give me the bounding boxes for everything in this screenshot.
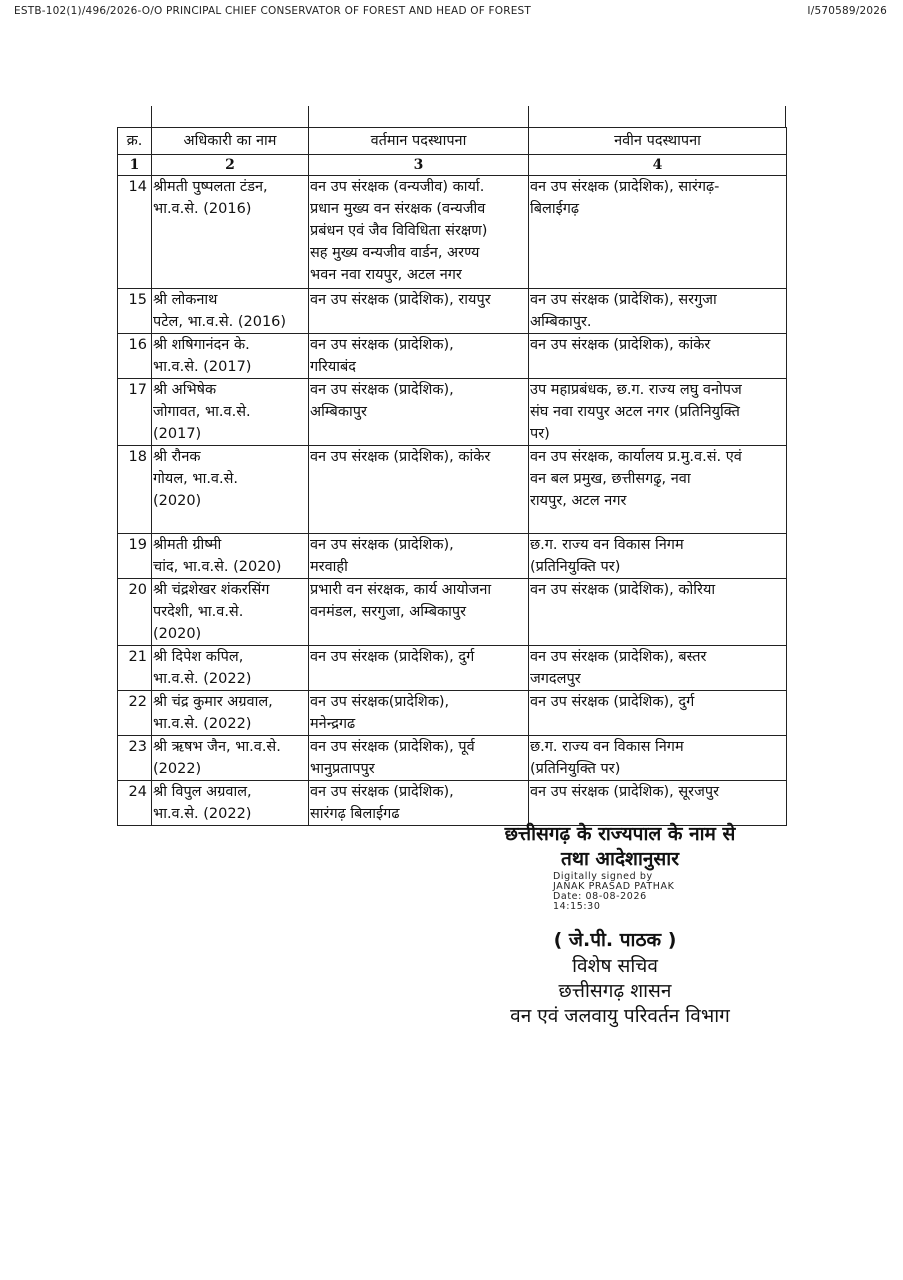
cell-text-line: वन उप संरक्षक (वन्यजीव) कार्या. bbox=[310, 179, 485, 195]
column-number-row bbox=[118, 155, 787, 176]
current-posting-cell bbox=[309, 646, 529, 691]
cell-text-line: भा.व.से. (2016) bbox=[153, 201, 252, 217]
cell-text-line: बिलाईगढ़ bbox=[530, 201, 580, 217]
table-row bbox=[118, 334, 787, 379]
serial-number-cell: 17 bbox=[118, 379, 152, 446]
signatory-designation: विशेष सचिव bbox=[572, 955, 658, 977]
cell-text-line: श्री चंद्रशेखर शंकरसिंग bbox=[153, 582, 270, 598]
cell-text-line: चांद, भा.व.से. (2020) bbox=[153, 559, 282, 575]
digital-signature-block bbox=[553, 872, 674, 912]
cell-text-line: वन उप संरक्षक (प्रादेशिक), पूर्व bbox=[310, 739, 475, 755]
cell-text-line: श्री रौनक bbox=[153, 449, 201, 465]
cell-text-line: श्री चंद्र कुमार अग्रवाल, bbox=[153, 694, 273, 710]
cell-text-line: रायपुर, अटल नगर bbox=[530, 493, 627, 509]
cell-text-line: छ.ग. राज्य वन विकास निगम bbox=[530, 739, 684, 755]
cell-text-line: भवन नवा रायपुर, अटल नगर bbox=[310, 267, 462, 283]
serial-number-cell: 20 bbox=[118, 579, 152, 646]
new-posting-cell bbox=[529, 334, 787, 379]
cell-text-line: वन उप संरक्षक (प्रादेशिक), सारंगढ़- bbox=[530, 179, 720, 195]
cell-text-line: श्री अभिषेक bbox=[153, 382, 217, 398]
table-row bbox=[118, 289, 787, 334]
column-number: 4 bbox=[529, 155, 787, 176]
table-row bbox=[118, 176, 787, 289]
current-posting-cell bbox=[309, 736, 529, 781]
cell-text-line: गरियाबंद bbox=[310, 359, 356, 375]
cell-text-line: (प्रतिनियुक्ति पर) bbox=[530, 761, 621, 777]
new-posting-cell bbox=[529, 289, 787, 334]
table-row bbox=[118, 691, 787, 736]
officer-name-cell bbox=[152, 646, 309, 691]
cell-text-line: श्री विपुल अग्रवाल, bbox=[153, 784, 252, 800]
cell-text-line: श्री शषिगानंदन के. bbox=[153, 337, 250, 353]
cell-text-line: (2017) bbox=[153, 426, 202, 442]
cell-text-line: वन उप संरक्षक, कार्यालय प्र.मु.व.सं. एवं bbox=[530, 449, 742, 465]
table-top-stub bbox=[528, 106, 529, 128]
transfer-posting-table bbox=[117, 127, 787, 826]
cell-text-line: पर) bbox=[530, 426, 550, 442]
cell-text-line: जगदलपुर bbox=[530, 671, 581, 687]
cell-text-line: वन उप संरक्षक (प्रादेशिक), bbox=[310, 784, 454, 800]
new-posting-cell bbox=[529, 534, 787, 579]
cell-text-line: वन उप संरक्षक (प्रादेशिक), कांकेर bbox=[310, 449, 491, 465]
cell-text-line: अम्बिकापुर. bbox=[530, 314, 592, 330]
officer-name-cell bbox=[152, 176, 309, 289]
cell-text-line: प्रभारी वन संरक्षक, कार्य आयोजना bbox=[310, 582, 492, 598]
officer-name-cell bbox=[152, 736, 309, 781]
document-reference-header: ESTB-102(1)/496/2026-O/O PRINCIPAL CHIEF CONSERVATOR OF FOREST AND HEAD OF FOREST bbox=[14, 5, 532, 17]
serial-number-cell: 23 bbox=[118, 736, 152, 781]
serial-number-cell: 22 bbox=[118, 691, 152, 736]
cell-text-line: श्री ऋषभ जैन, भा.व.से. bbox=[153, 739, 281, 755]
officer-name-cell bbox=[152, 289, 309, 334]
current-posting-cell bbox=[309, 534, 529, 579]
cell-text-line: मनेन्द्रगढ bbox=[310, 716, 356, 732]
new-posting-cell bbox=[529, 176, 787, 289]
table-row bbox=[118, 379, 787, 446]
serial-number-cell: 21 bbox=[118, 646, 152, 691]
table-row bbox=[118, 446, 787, 534]
cell-text-line: वन उप संरक्षक (प्रादेशिक), bbox=[310, 537, 454, 553]
serial-number-cell: 19 bbox=[118, 534, 152, 579]
cell-text-line: वन उप संरक्षक (प्रादेशिक), दुर्ग bbox=[310, 649, 475, 665]
column-header-serial: क्र. bbox=[118, 128, 152, 155]
cell-text-line: परदेशी, भा.व.से. bbox=[153, 604, 244, 620]
current-posting-cell bbox=[309, 579, 529, 646]
table-body bbox=[118, 176, 787, 826]
table-top-stub bbox=[151, 106, 152, 128]
officer-name-cell bbox=[152, 579, 309, 646]
officer-name-cell bbox=[152, 781, 309, 826]
cell-text-line: अम्बिकापुर bbox=[310, 404, 367, 420]
table-row bbox=[118, 534, 787, 579]
column-header-new-posting: नवीन पदस्थापना bbox=[529, 128, 787, 155]
cell-text-line: वन उप संरक्षक (प्रादेशिक), रायपुर bbox=[310, 292, 491, 308]
current-posting-cell bbox=[309, 446, 529, 534]
cell-text-line: (2020) bbox=[153, 493, 202, 509]
column-number: 1 bbox=[118, 155, 152, 176]
table-row bbox=[118, 736, 787, 781]
cell-text-line: भा.व.से. (2017) bbox=[153, 359, 252, 375]
cell-text-line: मरवाही bbox=[310, 559, 348, 575]
current-posting-cell bbox=[309, 691, 529, 736]
cell-text-line: वन उप संरक्षक (प्रादेशिक), बस्तर bbox=[530, 649, 707, 665]
cell-text-line: श्रीमती पुष्पलता टंडन, bbox=[153, 179, 268, 195]
current-posting-cell bbox=[309, 781, 529, 826]
cell-text-line: भा.व.से. (2022) bbox=[153, 671, 252, 687]
serial-number-cell: 16 bbox=[118, 334, 152, 379]
cell-text-line: उप महाप्रबंधक, छ.ग. राज्य लघु वनोपज bbox=[530, 382, 742, 398]
digital-signature-date: Date: 08-08-2026 bbox=[553, 891, 647, 902]
serial-number-cell: 15 bbox=[118, 289, 152, 334]
officer-name-cell bbox=[152, 446, 309, 534]
cell-text-line: (2020) bbox=[153, 626, 202, 642]
cell-text-line: (प्रतिनियुक्ति पर) bbox=[530, 559, 621, 575]
authority-line: छत्तीसगढ़ के राज्यपाल के नाम से bbox=[504, 823, 736, 845]
cell-text-line: वन उप संरक्षक (प्रादेशिक), bbox=[310, 382, 454, 398]
signatory-government: छत्तीसगढ़ शासन bbox=[558, 980, 672, 1002]
officer-name-cell bbox=[152, 379, 309, 446]
signatory-name: ( जे.पी. पाठक ) bbox=[553, 929, 677, 951]
column-header-current-posting: वर्तमान पदस्थापना bbox=[309, 128, 529, 155]
cell-text-line: वन उप संरक्षक (प्रादेशिक), कांकेर bbox=[530, 337, 711, 353]
cell-text-line: भा.व.से. (2022) bbox=[153, 806, 252, 822]
new-posting-cell bbox=[529, 691, 787, 736]
current-posting-cell bbox=[309, 176, 529, 289]
signatory-department: वन एवं जलवायु परिवर्तन विभाग bbox=[510, 1005, 730, 1027]
order-line: तथा आदेशानुसार bbox=[561, 848, 679, 870]
serial-number-cell: 14 bbox=[118, 176, 152, 289]
cell-text-line: भा.व.से. (2022) bbox=[153, 716, 252, 732]
cell-text-line: श्री लोकनाथ bbox=[153, 292, 218, 308]
table-row bbox=[118, 579, 787, 646]
officer-name-cell bbox=[152, 691, 309, 736]
table-row bbox=[118, 781, 787, 826]
new-posting-cell bbox=[529, 781, 787, 826]
current-posting-cell bbox=[309, 289, 529, 334]
cell-text-line: संघ नवा रायपुर अटल नगर (प्रतिनियुक्ति bbox=[530, 404, 740, 420]
officer-name-cell bbox=[152, 334, 309, 379]
cell-text-line: प्रबंधन एवं जैव विविधिता संरक्षण) bbox=[310, 223, 488, 239]
column-number: 3 bbox=[309, 155, 529, 176]
digital-signature-signer: JANAK PRASAD PATHAK bbox=[553, 881, 675, 892]
current-posting-cell bbox=[309, 379, 529, 446]
table-top-stub bbox=[785, 106, 786, 128]
current-posting-cell bbox=[309, 334, 529, 379]
cell-text-line: श्री दिपेश कपिल, bbox=[153, 649, 244, 665]
cell-text-line: गोयल, भा.व.से. bbox=[153, 471, 239, 487]
new-posting-cell bbox=[529, 579, 787, 646]
cell-text-line: (2022) bbox=[153, 761, 202, 777]
cell-text-line: वन उप संरक्षक(प्रादेशिक), bbox=[310, 694, 450, 710]
digital-signature-time: 14:15:30 bbox=[553, 901, 601, 912]
new-posting-cell bbox=[529, 379, 787, 446]
digital-signature-line: Digitally signed by bbox=[553, 871, 653, 882]
table-top-stub bbox=[308, 106, 309, 128]
cell-text-line: वन उप संरक्षक (प्रादेशिक), कोरिया bbox=[530, 582, 716, 598]
document-number-header: I/570589/2026 bbox=[807, 5, 887, 17]
table-header-row bbox=[118, 128, 787, 155]
cell-text-line: सह मुख्य वन्यजीव वार्डन, अरण्य bbox=[310, 245, 480, 261]
cell-text-line: वन उप संरक्षक (प्रादेशिक), bbox=[310, 337, 454, 353]
cell-text-line: वन उप संरक्षक (प्रादेशिक), सूरजपुर bbox=[530, 784, 720, 800]
cell-text-line: छ.ग. राज्य वन विकास निगम bbox=[530, 537, 684, 553]
new-posting-cell bbox=[529, 646, 787, 691]
cell-text-line: पटेल, भा.व.से. (2016) bbox=[153, 314, 287, 330]
cell-text-line: वन उप संरक्षक (प्रादेशिक), सरगुजा bbox=[530, 292, 717, 308]
cell-text-line: भानुप्रतापपुर bbox=[310, 761, 375, 777]
cell-text-line: वन बल प्रमुख, छत्तीसगढ़ृ, नवा bbox=[530, 471, 691, 487]
serial-number-cell: 18 bbox=[118, 446, 152, 534]
cell-text-line: प्रधान मुख्य वन संरक्षक (वन्यजीव bbox=[310, 201, 486, 217]
table-row bbox=[118, 646, 787, 691]
serial-number-cell: 24 bbox=[118, 781, 152, 826]
cell-text-line: वनमंडल, सरगुजा, अम्बिकापुर bbox=[310, 604, 467, 620]
officer-name-cell bbox=[152, 534, 309, 579]
new-posting-cell bbox=[529, 446, 787, 534]
new-posting-cell bbox=[529, 736, 787, 781]
column-header-officer-name: अधिकारी का नाम bbox=[152, 128, 309, 155]
cell-text-line: श्रीमती ग्रीष्मी bbox=[153, 537, 222, 553]
cell-text-line: वन उप संरक्षक (प्रादेशिक), दुर्ग bbox=[530, 694, 695, 710]
cell-text-line: सारंगढ़ बिलाईगढ bbox=[310, 806, 400, 822]
column-number: 2 bbox=[152, 155, 309, 176]
cell-text-line: जोगावत, भा.व.से. bbox=[153, 404, 251, 420]
